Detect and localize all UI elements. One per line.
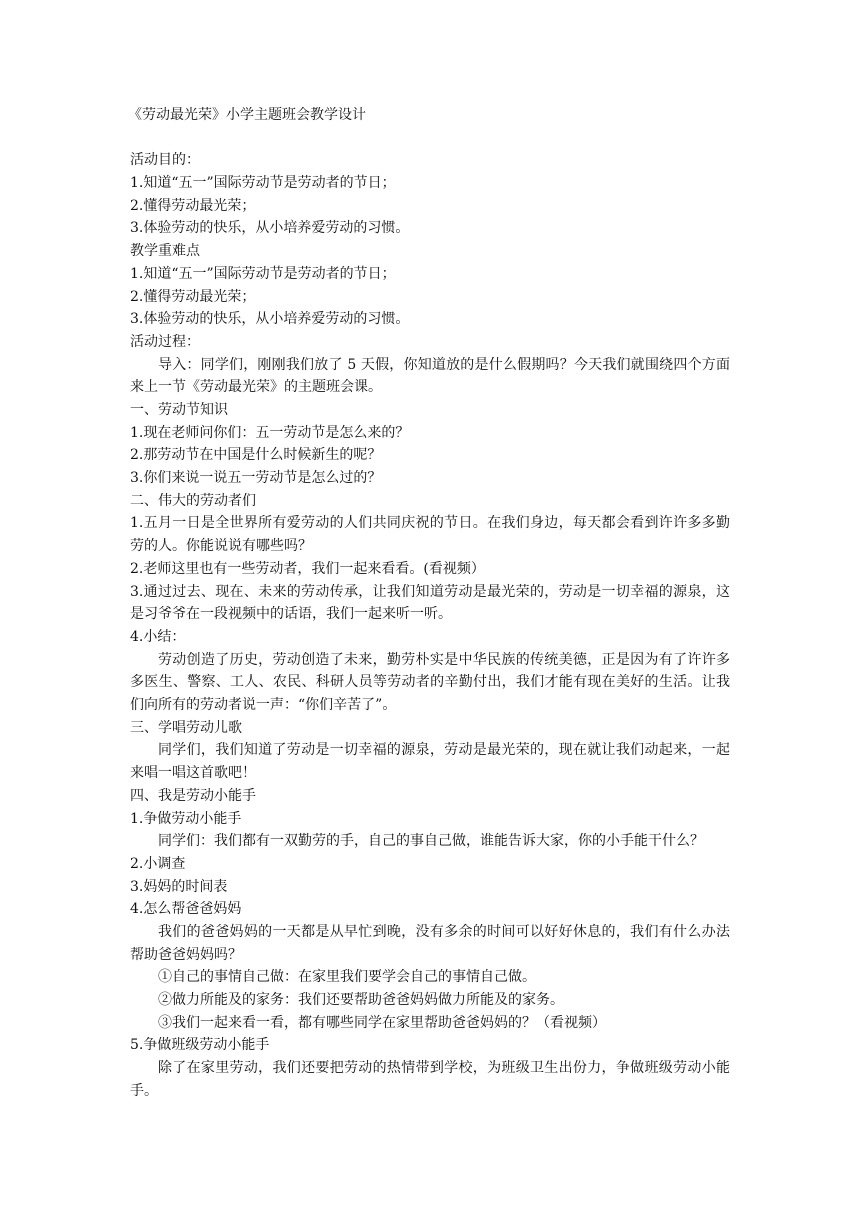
section1-item: 3.你们来说一说五一劳动节是怎么过的？ xyxy=(130,470,382,487)
section3-heading: 三、学唱劳动儿歌 xyxy=(130,719,242,736)
section1-heading: 一、劳动节知识 xyxy=(130,401,228,418)
section2-p2: 2.老师这里也有一些劳动者，我们一起来看看。(看视频） xyxy=(130,560,485,577)
objectives-heading: 活动目的： xyxy=(130,152,200,169)
objective-item: 1.知道“五一”国际劳动节是劳动者的节日； xyxy=(130,175,396,192)
key-point-item: 3.体验劳动的快乐，从小培养爱劳动的习惯。 xyxy=(130,311,410,328)
key-points-heading: 教学重难点 xyxy=(130,243,200,260)
document-title: 《劳动最光荣》小学主题班会教学设计 xyxy=(128,107,366,123)
section4-item: 3.妈妈的时间表 xyxy=(130,878,228,895)
section2-p3: 3.通过过去、现在、未来的劳动传承，让我们知道劳动是最光荣的，劳动是一切幸福的源泉，这是习爷爷在一段视频中的话语，我们一起来听一听。 xyxy=(130,583,730,623)
document-page xyxy=(130,104,730,1103)
section2-heading: 二、伟大的劳动者们 xyxy=(130,492,256,509)
process-heading: 活动过程： xyxy=(130,333,200,350)
key-point-item: 2.懂得劳动最光荣； xyxy=(130,288,256,305)
section4-item-text: 除了在家里劳动，我们还要把劳动的热情带到学校，为班级卫生出份力，争做班级劳动小能手。 xyxy=(130,1060,730,1099)
objective-item: 2.懂得劳动最光荣； xyxy=(130,197,256,214)
section4-item: 5.争做班级劳动小能手 xyxy=(130,1037,270,1054)
section1-item: 1.现在老师问你们：五一劳动节是怎么来的？ xyxy=(130,424,410,441)
section2-p4: 4.小结： xyxy=(130,628,186,645)
objective-item: 3.体验劳动的快乐，从小培养爱劳动的习惯。 xyxy=(130,220,410,237)
process-intro: 导入：同学们，刚刚我们放了 5 天假，你知道放的是什么假期吗？今天我们就围绕四个方面来上一节《劳动最光荣》的主题班会课。 xyxy=(130,356,730,396)
section4-item: 2.小调查 xyxy=(130,855,186,872)
section4-sub-item: ③我们一起来看一看，都有哪些同学在家里帮助爸爸妈妈的？（看视频） xyxy=(158,1014,606,1031)
section4-item: 1.争做劳动小能手 xyxy=(130,810,242,827)
section4-sub-item: ①自己的事情自己做：在家里我们要学会自己的事情自己做。 xyxy=(158,969,536,986)
section1-item: 2.那劳动节在中国是什么时候新生的呢？ xyxy=(130,447,382,464)
section2-p1: 1.五月一日是全世界所有爱劳动的人们共同庆祝的节日。在我们身边，每天都会看到许许多多勤劳的人。你能说说有哪些吗？ xyxy=(130,515,730,555)
section4-item-text: 我们的爸爸妈妈的一天都是从早忙到晚，没有多余的时间可以好好休息的，我们有什么办法帮助爸爸妈妈吗？ xyxy=(130,923,730,963)
key-point-item: 1.知道“五一”国际劳动节是劳动者的节日； xyxy=(130,265,396,282)
section2-summary: 劳动创造了历史，劳动创造了未来，勤劳朴实是中华民族的传统美德，正是因为有了许许多多医生、警察、工人、农民、科研人员等劳动者的辛勤付出，我们才能有现在美好的生活。让我们向所有的劳动者说一声：“你们辛苦了”。 xyxy=(130,651,730,714)
section4-item-text: 同学们：我们都有一双勤劳的手，自己的事自己做，谁能告诉大家，你的小手能干什么？ xyxy=(158,833,704,850)
section4-sub-item: ②做力所能及的家务：我们还要帮助爸爸妈妈做力所能及的家务。 xyxy=(158,992,564,1009)
section3-text: 同学们，我们知道了劳动是一切幸福的源泉，劳动是最光荣的，现在就让我们动起来，一起来唱一唱这首歌吧！ xyxy=(130,742,730,782)
section4-heading: 四、我是劳动小能手 xyxy=(130,787,256,804)
section4-item: 4.怎么帮爸爸妈妈 xyxy=(130,901,242,918)
